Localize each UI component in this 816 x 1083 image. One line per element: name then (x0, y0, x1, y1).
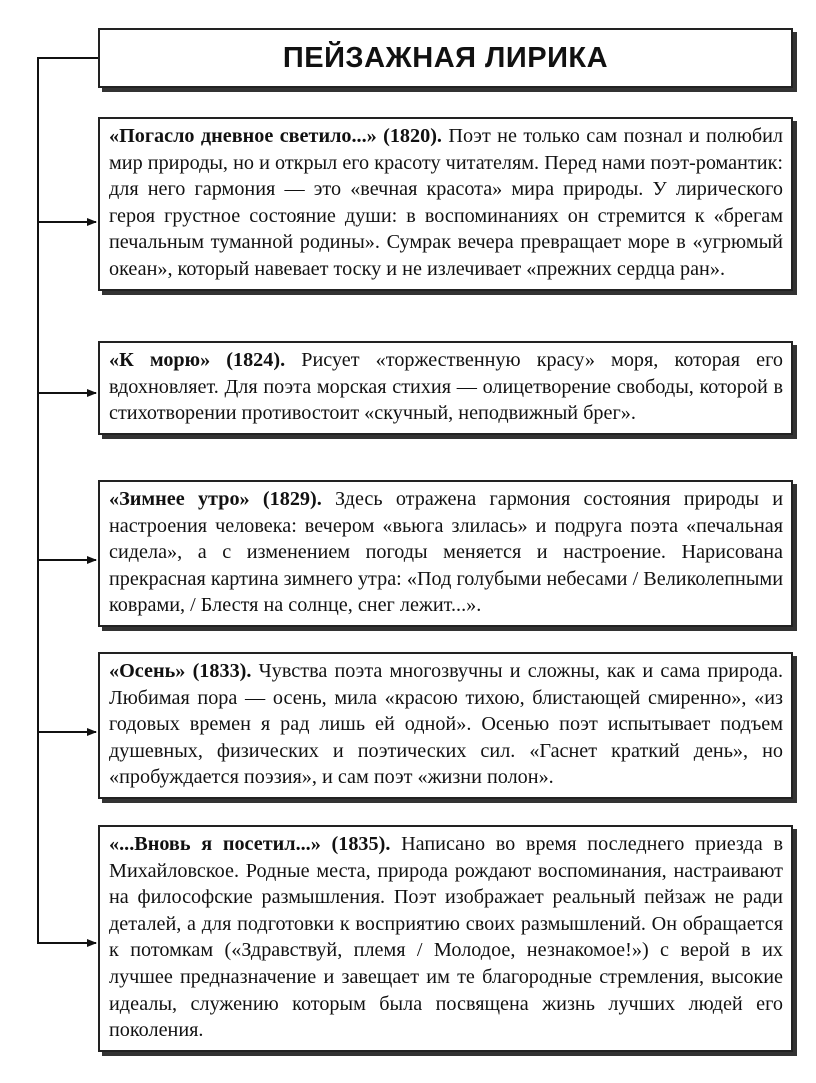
card-zimnee-utro (98, 480, 793, 627)
card-vnov-ya-posetil (98, 825, 793, 1052)
card-osen (98, 652, 793, 799)
card-heading: «Погасло дневное светило...» (1820). (109, 125, 442, 147)
card-heading: «Осень» (1833). (109, 660, 252, 682)
page-title: ПЕЙЗАЖНАЯ ЛИРИКА (282, 41, 609, 74)
card-text: Здесь отражена гармония состояния природы и настроения человека: вечером «вьюга злилась» и подруга поэта «печальная сидела», а с изменением погоды меняется и настроение. Нарисована прекрасная картина зимнего утра: «Под голубыми небесами / Великолепными коврами, / Блестя на солнце, снег лежит...». (109, 488, 783, 617)
card-text: Чувства поэта многозвучны и сложны, как и сама природа. Любимая пора — осень, мила «красою тихою, блистающей смиренно», «из годовых времен я рад лишь ей одной». Осенью поэт испытывает подъем душевных, физических и поэтических сил. «Гаснет краткий день», но «пробуждается поэзия», и сам поэт «жизни полон». (109, 660, 783, 789)
card-heading: «К морю» (1824). (109, 349, 286, 371)
card-heading: «Зимнее утро» (1829). (109, 488, 322, 510)
card-pogaslo (98, 117, 793, 291)
card-text: Рисует «торжественную красу» моря, которая его вдохновляет. Для поэта морская стихия — олицетворение свободы, которой в стихотворении противостоит «скучный, неподвижный брег». (109, 349, 783, 425)
card-k-moryu (98, 341, 793, 435)
card-text: Написано во время последнего приезда в Михайловское. Родные места, природа рождают воспоминания, настраивают на философские размышления. Поэт изображает реальный пейзаж не ради деталей, а для подготовки к восприятию своих размышлений. Он обращается к потомкам («Здравствуй, племя / Молодое, незнакомое!») с верой в их лучшее предназначение и завещает им те благородные стремления, высокие идеалы, служению которым была посвящена жизнь лучших людей его поколения. (109, 833, 783, 1042)
card-heading: «...Вновь я посетил...» (1835). (109, 833, 391, 855)
card-text: Поэт не только сам познал и полюбил мир природы, но и открыл его красоту читателям. Перед нами поэт-романтик: для него гармония — это «вечная красота» мира природы. У лирического героя грустное состояние души: в воспоминаниях он стремится к «брегам печальным туманной родины». Сумрак вечера превращает море в «угрюмый океан», который навевает тоску и не излечивает «прежних сердца ран». (109, 125, 783, 280)
